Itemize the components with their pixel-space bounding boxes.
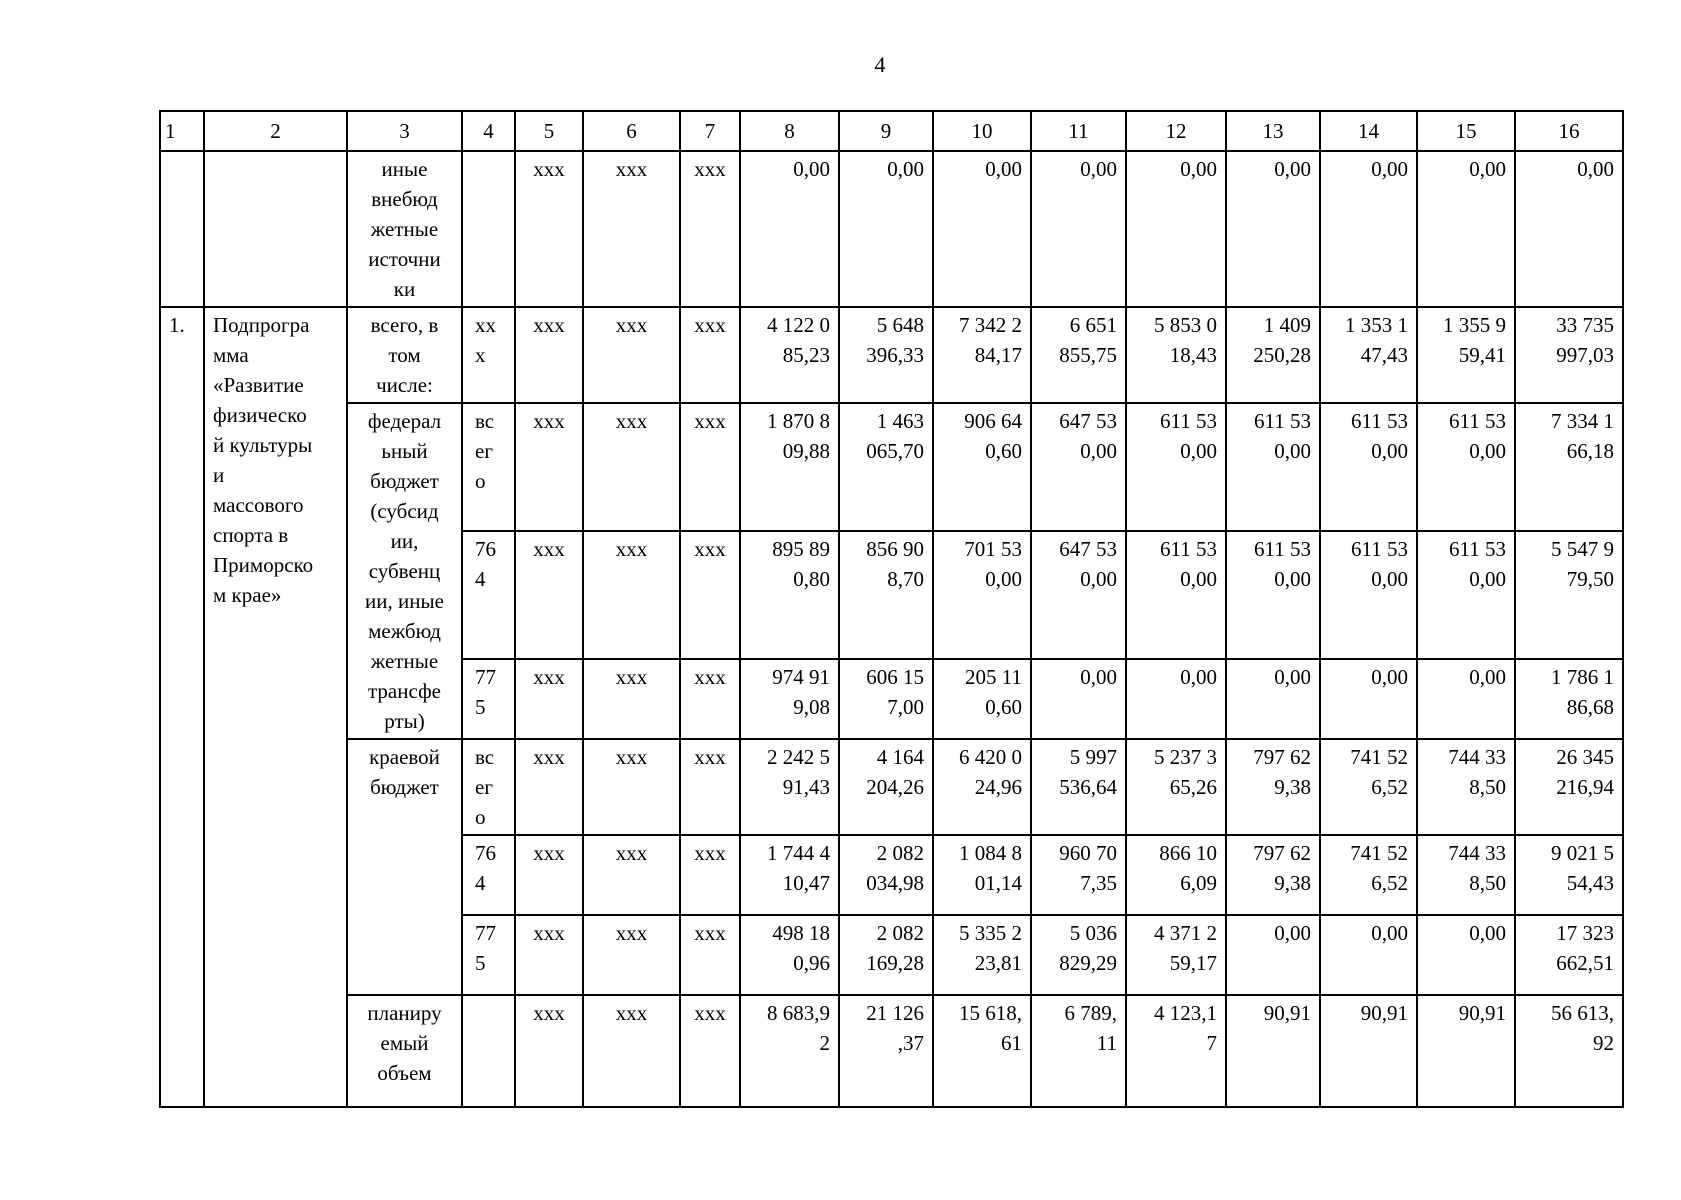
value-cell: 0,00: [933, 151, 1031, 307]
value-cell: 1 084 8 01,14: [933, 835, 1031, 915]
placeholder-cell: xxx: [583, 659, 680, 739]
column-number: 15: [1417, 111, 1515, 151]
value-cell: 5 853 0 18,43: [1126, 307, 1226, 403]
funding-source: планиру емый объем: [347, 995, 462, 1107]
budget-code: xx x: [462, 307, 515, 403]
value-cell: 1 353 1 47,43: [1320, 307, 1417, 403]
value-cell: 4 122 0 85,23: [740, 307, 839, 403]
value-cell: 17 323 662,51: [1515, 915, 1623, 995]
value-cell: 56 613, 92: [1515, 995, 1623, 1107]
value-cell: 21 126 ,37: [839, 995, 933, 1107]
value-cell: 6 789, 11: [1031, 995, 1126, 1107]
value-cell: 2 082 169,28: [839, 915, 933, 995]
value-cell: 866 10 6,09: [1126, 835, 1226, 915]
value-cell: 8 683,9 2: [740, 995, 839, 1107]
placeholder-cell: xxx: [515, 403, 583, 531]
value-cell: 0,00: [1031, 659, 1126, 739]
funding-source: всего, в том числе:: [347, 307, 462, 403]
value-cell: 0,00: [1417, 659, 1515, 739]
value-cell: 0,00: [1320, 151, 1417, 307]
column-number: 11: [1031, 111, 1126, 151]
funding-source: краевой бюджет: [347, 739, 462, 995]
column-number: 10: [933, 111, 1031, 151]
value-cell: 0,00: [1126, 151, 1226, 307]
value-cell: 0,00: [1226, 915, 1320, 995]
placeholder-cell: xxx: [680, 403, 740, 531]
page-number: 4: [874, 52, 886, 77]
value-cell: 741 52 6,52: [1320, 835, 1417, 915]
value-cell: 4 164 204,26: [839, 739, 933, 835]
placeholder-cell: xxx: [680, 915, 740, 995]
value-cell: 9 021 5 54,43: [1515, 835, 1623, 915]
value-cell: 26 345 216,94: [1515, 739, 1623, 835]
cell-empty: [204, 151, 347, 307]
budget-code: 76 4: [462, 835, 515, 915]
budget-code: вс ег о: [462, 403, 515, 531]
value-cell: 1 463 065,70: [839, 403, 933, 531]
value-cell: 90,91: [1226, 995, 1320, 1107]
value-cell: 611 53 0,00: [1320, 531, 1417, 659]
placeholder-cell: xxx: [515, 531, 583, 659]
value-cell: 974 91 9,08: [740, 659, 839, 739]
column-number: 7: [680, 111, 740, 151]
row-federal-total: [160, 403, 1623, 531]
column-number: 14: [1320, 111, 1417, 151]
value-cell: 0,00: [1126, 659, 1226, 739]
subprogram-name: Подпрогра мма «Развитие физическо й культуры и массового спорта в Приморско м крае»: [204, 307, 347, 1107]
placeholder-cell: xxx: [515, 307, 583, 403]
placeholder-cell: xxx: [680, 151, 740, 307]
placeholder-cell: xxx: [515, 995, 583, 1107]
value-cell: 0,00: [1226, 659, 1320, 739]
placeholder-cell: xxx: [680, 835, 740, 915]
value-cell: 611 53 0,00: [1226, 403, 1320, 531]
budget-code: вс ег о: [462, 739, 515, 835]
column-number: 8: [740, 111, 839, 151]
value-cell: 741 52 6,52: [1320, 739, 1417, 835]
value-cell: 0,00: [1515, 151, 1623, 307]
placeholder-cell: xxx: [680, 739, 740, 835]
value-cell: 5 547 9 79,50: [1515, 531, 1623, 659]
value-cell: 6 651 855,75: [1031, 307, 1126, 403]
value-cell: 6 420 0 24,96: [933, 739, 1031, 835]
value-cell: 7 334 1 66,18: [1515, 403, 1623, 531]
placeholder-cell: xxx: [583, 403, 680, 531]
value-cell: 7 342 2 84,17: [933, 307, 1031, 403]
value-cell: 33 735 997,03: [1515, 307, 1623, 403]
value-cell: 15 618, 61: [933, 995, 1031, 1107]
column-number: 9: [839, 111, 933, 151]
value-cell: 744 33 8,50: [1417, 835, 1515, 915]
placeholder-cell: xxx: [583, 151, 680, 307]
row-number: 1.: [160, 307, 204, 1107]
value-cell: 744 33 8,50: [1417, 739, 1515, 835]
placeholder-cell: xxx: [680, 659, 740, 739]
value-cell: 0,00: [1031, 151, 1126, 307]
placeholder-cell: xxx: [680, 995, 740, 1107]
value-cell: 4 371 2 59,17: [1126, 915, 1226, 995]
value-cell: 1 870 8 09,88: [740, 403, 839, 531]
value-cell: 5 237 3 65,26: [1126, 739, 1226, 835]
column-number: 2: [204, 111, 347, 151]
budget-code: 77 5: [462, 659, 515, 739]
value-cell: 606 15 7,00: [839, 659, 933, 739]
placeholder-cell: xxx: [680, 307, 740, 403]
placeholder-cell: xxx: [515, 739, 583, 835]
cell-empty: [462, 151, 515, 307]
placeholder-cell: xxx: [583, 915, 680, 995]
value-cell: 611 53 0,00: [1126, 531, 1226, 659]
value-cell: 895 89 0,80: [740, 531, 839, 659]
cell-empty: [462, 995, 515, 1107]
budget-table: [159, 110, 1624, 1108]
column-number: 4: [462, 111, 515, 151]
column-number: 12: [1126, 111, 1226, 151]
value-cell: 205 11 0,60: [933, 659, 1031, 739]
budget-code: 77 5: [462, 915, 515, 995]
value-cell: 611 53 0,00: [1320, 403, 1417, 531]
value-cell: 856 90 8,70: [839, 531, 933, 659]
row-other-sources: [160, 151, 1623, 307]
value-cell: 1 355 9 59,41: [1417, 307, 1515, 403]
column-number-row: [160, 111, 1623, 151]
value-cell: 1 409 250,28: [1226, 307, 1320, 403]
row-planned-volume: [160, 995, 1623, 1107]
placeholder-cell: xxx: [583, 739, 680, 835]
value-cell: 5 335 2 23,81: [933, 915, 1031, 995]
value-cell: 498 18 0,96: [740, 915, 839, 995]
value-cell: 4 123,1 7: [1126, 995, 1226, 1107]
row-regional-total: [160, 739, 1623, 835]
value-cell: 0,00: [1320, 915, 1417, 995]
cell-empty: [160, 151, 204, 307]
value-cell: 906 64 0,60: [933, 403, 1031, 531]
column-number: 13: [1226, 111, 1320, 151]
placeholder-cell: xxx: [583, 307, 680, 403]
value-cell: 797 62 9,38: [1226, 835, 1320, 915]
value-cell: 0,00: [1417, 151, 1515, 307]
value-cell: 0,00: [1417, 915, 1515, 995]
value-cell: 960 70 7,35: [1031, 835, 1126, 915]
value-cell: 611 53 0,00: [1417, 531, 1515, 659]
value-cell: 647 53 0,00: [1031, 403, 1126, 531]
budget-code: 76 4: [462, 531, 515, 659]
placeholder-cell: xxx: [515, 915, 583, 995]
value-cell: 611 53 0,00: [1126, 403, 1226, 531]
value-cell: 0,00: [1320, 659, 1417, 739]
value-cell: 2 242 5 91,43: [740, 739, 839, 835]
funding-source: иные внебюд жетные источни ки: [347, 151, 462, 307]
value-cell: 5 648 396,33: [839, 307, 933, 403]
value-cell: 0,00: [740, 151, 839, 307]
value-cell: 1 744 4 10,47: [740, 835, 839, 915]
value-cell: 90,91: [1417, 995, 1515, 1107]
value-cell: 0,00: [839, 151, 933, 307]
placeholder-cell: xxx: [515, 659, 583, 739]
value-cell: 797 62 9,38: [1226, 739, 1320, 835]
value-cell: 647 53 0,00: [1031, 531, 1126, 659]
column-number: 6: [583, 111, 680, 151]
placeholder-cell: xxx: [583, 995, 680, 1107]
row-subprogram-total: [160, 307, 1623, 403]
column-number: 16: [1515, 111, 1623, 151]
value-cell: 701 53 0,00: [933, 531, 1031, 659]
value-cell: 0,00: [1226, 151, 1320, 307]
placeholder-cell: xxx: [583, 531, 680, 659]
column-number: 1: [160, 111, 204, 151]
placeholder-cell: xxx: [515, 835, 583, 915]
column-number: 5: [515, 111, 583, 151]
column-number: 3: [347, 111, 462, 151]
funding-source: федерал ьный бюджет (субсид ии, субвенц ии, иные межбюд жетные трансфе рты): [347, 403, 462, 739]
placeholder-cell: xxx: [583, 835, 680, 915]
placeholder-cell: xxx: [680, 531, 740, 659]
value-cell: 2 082 034,98: [839, 835, 933, 915]
value-cell: 611 53 0,00: [1226, 531, 1320, 659]
value-cell: 611 53 0,00: [1417, 403, 1515, 531]
value-cell: 1 786 1 86,68: [1515, 659, 1623, 739]
value-cell: 5 036 829,29: [1031, 915, 1126, 995]
placeholder-cell: xxx: [515, 151, 583, 307]
value-cell: 5 997 536,64: [1031, 739, 1126, 835]
value-cell: 90,91: [1320, 995, 1417, 1107]
